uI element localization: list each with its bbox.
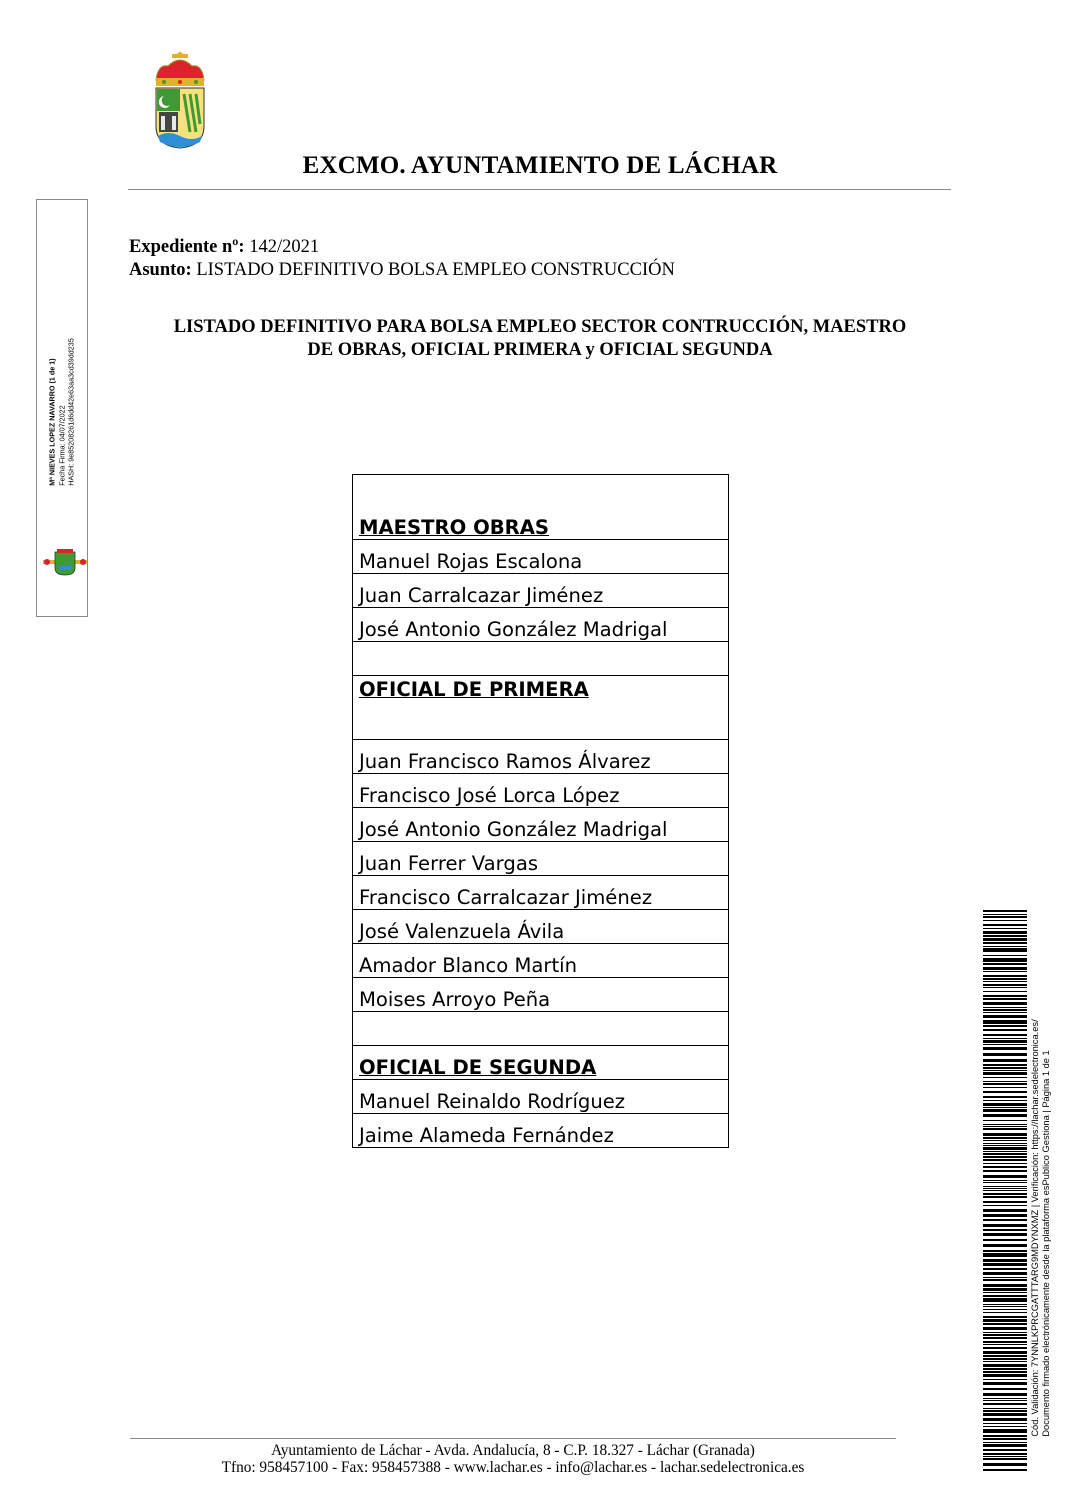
header-divider: [128, 189, 951, 190]
barcode-bar: [983, 1456, 1027, 1457]
barcode-bar: [983, 1224, 1027, 1227]
barcode-bar: [983, 1244, 1027, 1247]
table-row: [353, 574, 729, 608]
barcode-bar: [983, 1426, 1027, 1427]
barcode-bar: [983, 916, 1027, 918]
name-cell: José Valenzuela Ávila: [353, 910, 729, 944]
name-cell: Amador Blanco Martín: [353, 944, 729, 978]
barcode-bar: [983, 1418, 1027, 1421]
barcode-bar: [983, 1374, 1027, 1377]
footer-divider: [130, 1438, 896, 1439]
asunto-line: [129, 259, 675, 282]
barcode-bar: [983, 1015, 1027, 1018]
barcode-bar: [983, 991, 1027, 992]
barcode-bar: [983, 1371, 1027, 1373]
barcode-bar: [983, 1423, 1027, 1424]
barcode-bar: [983, 1151, 1027, 1152]
section-header-oficial-segunda: [353, 1046, 729, 1080]
expediente-line: [129, 236, 675, 259]
barcode-bar: [983, 1012, 1027, 1013]
table-row: [353, 910, 729, 944]
barcode-bar: [983, 1449, 1027, 1451]
barcode-bar: [983, 967, 1027, 970]
barcode-bar: [983, 975, 1027, 977]
barcode-bar: [983, 1319, 1027, 1322]
barcode-bar: [983, 1067, 1027, 1069]
barcode-bar: [983, 928, 1027, 929]
barcode-bar: [983, 1034, 1027, 1036]
barcode-bar: [983, 1453, 1027, 1455]
barcode-bar: [983, 1393, 1027, 1396]
barcode-bar: [983, 978, 1027, 980]
barcode-bar: [983, 1272, 1027, 1275]
name-cell: Juan Ferrer Vargas: [353, 842, 729, 876]
name-cell: Juan Francisco Ramos Álvarez: [353, 740, 729, 774]
validation-barcode: [983, 910, 1027, 1473]
barcode-bar: [983, 1188, 1027, 1189]
barcode-bar: [983, 1469, 1027, 1471]
barcode-bar: [983, 1312, 1027, 1313]
barcode-bar: [983, 1009, 1027, 1011]
barcode-bar: [983, 1298, 1027, 1302]
barcode-bar: [983, 1429, 1027, 1433]
barcode-bar: [983, 1128, 1027, 1130]
barcode-bar: [983, 1091, 1027, 1093]
employment-list-table: [352, 474, 729, 1148]
table-row: [353, 944, 729, 978]
barcode-bar: [983, 1382, 1027, 1385]
barcode-bar: [983, 1083, 1027, 1085]
barcode-bar: [983, 1175, 1027, 1178]
barcode-bar: [983, 1007, 1027, 1008]
table-row: [353, 1114, 729, 1148]
barcode-bar: [983, 1038, 1027, 1039]
barcode-bar: [983, 1166, 1027, 1168]
barcode-bar: [983, 984, 1027, 986]
barcode-bar: [983, 995, 1027, 997]
document-meta: [129, 236, 675, 282]
barcode-bar: [983, 1109, 1027, 1112]
barcode-bar: [983, 955, 1027, 956]
signature-hash: HASH: 9e85208261d6dd42e63aa3cd39dd235: [66, 338, 76, 486]
barcode-bar: [983, 981, 1027, 982]
barcode-bar: [983, 920, 1027, 921]
spacer-row: [353, 1012, 729, 1046]
table-row: [353, 1080, 729, 1114]
name-cell: Francisco Carralcazar Jiménez: [353, 876, 729, 910]
barcode-bar: [983, 1193, 1027, 1195]
barcode-bar: [983, 1219, 1027, 1221]
barcode-bar: [983, 1114, 1027, 1117]
asunto-value: LISTADO DEFINITIVO BOLSA EMPLEO CONSTRUCCIÓN: [196, 260, 675, 280]
name-cell: Francisco José Lorca López: [353, 774, 729, 808]
barcode-bar: [983, 1077, 1027, 1078]
barcode-bar: [983, 1186, 1027, 1187]
barcode-bar: [983, 942, 1027, 944]
barcode-bar: [983, 1410, 1027, 1412]
barcode-bar: [983, 1284, 1027, 1287]
barcode-bar: [983, 1288, 1027, 1291]
organization-title: EXCMO. AYUNTAMIENTO DE LÁCHAR: [302, 152, 778, 179]
expediente-value: 142/2021: [249, 237, 320, 257]
section-header-oficial-primera: [353, 676, 729, 740]
barcode-bar: [983, 946, 1027, 947]
barcode-bar: [983, 1163, 1027, 1164]
barcode-bar: [983, 1364, 1027, 1367]
table-row: [353, 740, 729, 774]
barcode-bar: [983, 924, 1027, 926]
heading-line-2: DE OBRAS, OFICIAL PRIMERA y OFICIAL SEGUNDA: [307, 340, 773, 360]
barcode-bar: [983, 948, 1027, 952]
barcode-bar: [983, 1458, 1027, 1460]
barcode-bar: [983, 1309, 1027, 1310]
barcode-bar: [983, 1196, 1027, 1198]
barcode-bar: [983, 1214, 1027, 1217]
barcode-bar: [983, 1205, 1027, 1206]
section-title: OFICIAL DE PRIMERA: [353, 676, 729, 740]
barcode-bar: [983, 1341, 1027, 1343]
barcode-bar: [983, 914, 1027, 915]
barcode-bar: [983, 1351, 1027, 1354]
heading-line-1: LISTADO DEFINITIVO PARA BOLSA EMPLEO SECTOR CONTRUCCIÓN, MAESTRO: [173, 317, 907, 337]
name-cell: Manuel Rojas Escalona: [353, 540, 729, 574]
barcode-bar: [983, 1044, 1027, 1045]
barcode-bar: [983, 1304, 1027, 1305]
barcode-bar: [983, 1190, 1027, 1191]
barcode-bar: [983, 1229, 1027, 1231]
document-heading: [130, 316, 950, 362]
barcode-bar: [983, 1182, 1027, 1183]
barcode-bar: [983, 1403, 1027, 1405]
barcode-bar: [983, 1355, 1027, 1357]
barcode-bar: [983, 1268, 1027, 1270]
barcode-bar: [983, 1379, 1027, 1380]
barcode-bar: [983, 1253, 1027, 1257]
footer-address: Ayuntamiento de Láchar - Avda. Andalucía, 8 - C.P. 18.327 - Láchar (Granada): [271, 1442, 755, 1459]
spacer-row: [353, 642, 729, 676]
barcode-bar: [983, 1124, 1027, 1125]
barcode-bar: [983, 1334, 1027, 1336]
table-row: [353, 540, 729, 574]
table-row: [353, 774, 729, 808]
table-row: [353, 608, 729, 642]
barcode-bar: [983, 1002, 1027, 1005]
barcode-bar: [983, 1120, 1027, 1121]
table-row: [353, 842, 729, 876]
barcode-bar: [983, 1361, 1027, 1362]
barcode-bar: [983, 1209, 1027, 1212]
barcode-bar: [983, 938, 1027, 941]
barcode-bar: [983, 1279, 1027, 1281]
barcode-bar: [983, 1337, 1027, 1339]
barcode-bar: [983, 1259, 1027, 1262]
barcode-bar: [983, 1064, 1027, 1066]
barcode-bar: [983, 1413, 1027, 1416]
barcode-bar: [983, 1438, 1027, 1440]
barcode-bar: [983, 1463, 1027, 1466]
barcode-bar: [983, 1156, 1027, 1158]
barcode-bar: [983, 1020, 1027, 1024]
barcode-bar: [983, 1100, 1027, 1101]
barcode-bar: [983, 1072, 1027, 1075]
barcode-bar: [983, 1087, 1027, 1088]
barcode-bar: [983, 1316, 1027, 1318]
barcode-bar: [983, 1137, 1027, 1139]
barcode-bar: [983, 1170, 1027, 1172]
barcode-bar: [983, 1047, 1027, 1050]
barcode-bar: [983, 1145, 1027, 1146]
table-row: [353, 978, 729, 1012]
barcode-bar: [983, 1059, 1027, 1062]
barcode-bar: [983, 1358, 1027, 1360]
barcode-bar: [983, 1239, 1027, 1241]
barcode-bar: [983, 1444, 1027, 1447]
section-header-maestro-obras: [353, 475, 729, 540]
barcode-bar: [983, 1103, 1027, 1106]
barcode-bar: [983, 1327, 1027, 1330]
barcode-bar: [983, 1070, 1027, 1071]
validation-code-line: Cód. Validación: 7YNNLKPRCGATTTARG9MDYNXMZ | Verificación: https://lachar.sedelectronica.es/: [1029, 1019, 1040, 1437]
barcode-bar: [983, 1263, 1027, 1266]
barcode-bar: [983, 1400, 1027, 1401]
signature-date: Fecha Firma: 04/07/2022: [57, 405, 67, 486]
barcode-bar: [983, 1344, 1027, 1345]
section-title: OFICIAL DE SEGUNDA: [353, 1046, 729, 1080]
barcode-bar: [983, 1250, 1027, 1252]
table-row: [353, 876, 729, 910]
barcode-bar: [983, 1107, 1027, 1108]
barcode-bar: [983, 1388, 1027, 1390]
barcode-bar: [983, 1332, 1027, 1333]
barcode-bar: [983, 1295, 1027, 1297]
barcode-bar: [983, 1053, 1027, 1056]
barcode-bar: [983, 1040, 1027, 1043]
name-cell: Jaime Alameda Fernández: [353, 1114, 729, 1148]
barcode-bar: [983, 1029, 1027, 1031]
signer-name: Mª NIEVES LOPEZ NAVARRO (1 de 1): [47, 358, 57, 486]
barcode-bar: [983, 1233, 1027, 1236]
footer: [130, 1443, 896, 1476]
barcode-bar: [983, 971, 1027, 972]
barcode-bar: [983, 1143, 1027, 1144]
barcode-bar: [983, 1292, 1027, 1293]
barcode-bar: [983, 987, 1027, 988]
barcode-bar: [983, 1201, 1027, 1203]
name-cell: Manuel Reinaldo Rodríguez: [353, 1080, 729, 1114]
barcode-bar: [983, 1368, 1027, 1370]
barcode-bar: [983, 1126, 1027, 1127]
barcode-bar: [983, 1442, 1027, 1443]
name-cell: Moises Arroyo Peña: [353, 978, 729, 1012]
barcode-bar: [983, 1081, 1027, 1082]
electronic-signature-line: Documento firmado electrónicamente desde la plataforma esPublico Gestiona | Página 1 de 1: [1041, 1050, 1051, 1437]
barcode-bar: [983, 1147, 1027, 1150]
barcode-bar: [983, 1306, 1027, 1307]
barcode-bar: [983, 1277, 1027, 1278]
barcode-bar: [983, 1159, 1027, 1161]
barcode-bar: [983, 1140, 1027, 1141]
barcode-bar: [983, 1398, 1027, 1399]
barcode-bar: [983, 998, 1027, 1000]
name-cell: José Antonio González Madrigal: [353, 608, 729, 642]
barcode-bar: [983, 931, 1027, 934]
barcode-bar: [983, 1435, 1027, 1437]
asunto-label: Asunto:: [129, 260, 192, 280]
barcode-bar: [983, 1180, 1027, 1181]
barcode-bar: [983, 1025, 1027, 1027]
table-row: [353, 808, 729, 842]
name-cell: Juan Carralcazar Jiménez: [353, 574, 729, 608]
expediente-label: Expediente nº:: [129, 237, 245, 257]
barcode-bar: [983, 935, 1027, 937]
coat-of-arms-logo: [150, 52, 210, 150]
barcode-bar: [983, 1408, 1027, 1409]
barcode-bar: [983, 1096, 1027, 1098]
name-cell: José Antonio González Madrigal: [353, 808, 729, 842]
footer-contact: Tfno: 958457100 - Fax: 958457388 - www.lachar.es - info@lachar.es - lachar.sedelectronica.es: [221, 1458, 805, 1476]
barcode-bar: [983, 1133, 1027, 1136]
barcode-bar: [983, 1323, 1027, 1325]
barcode-bar: [983, 1347, 1027, 1349]
barcode-bar: [983, 910, 1027, 912]
barcode-bar: [983, 1153, 1027, 1155]
barcode-bar: [983, 958, 1027, 962]
section-title: MAESTRO OBRAS: [353, 475, 729, 540]
barcode-bar: [983, 963, 1027, 965]
stamp-crest-icon: [43, 548, 87, 576]
